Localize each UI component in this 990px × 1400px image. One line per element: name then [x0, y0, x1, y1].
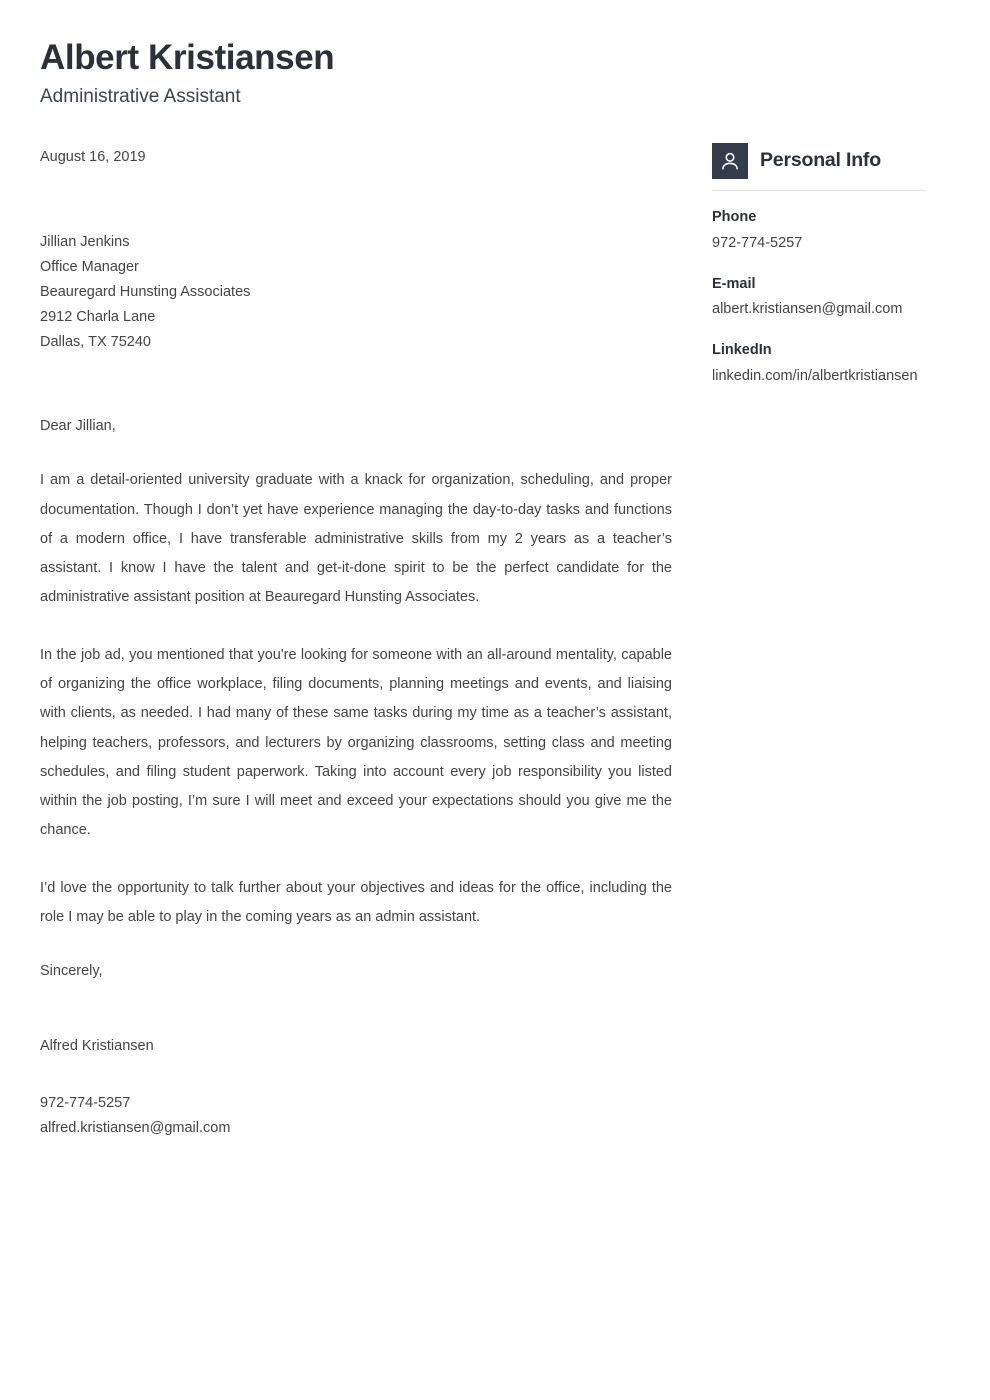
signature-email: alfred.kristiansen@gmail.com — [40, 1119, 231, 1136]
person-icon — [712, 143, 748, 179]
letter-body — [40, 146, 672, 1141]
linkedin-label: LinkedIn — [712, 342, 772, 358]
recipient-line: 2912 Charla Lane — [40, 309, 156, 326]
signature-contact-block — [40, 1091, 672, 1141]
recipient-line: Beauregard Hunsting Associates — [40, 284, 251, 301]
personal-info-list — [712, 207, 926, 388]
email-value: albert.kristiansen@gmail.com — [712, 301, 903, 318]
candidate-name: Albert Kristiansen — [40, 38, 335, 77]
body-paragraph: I’d love the opportunity to talk further about your objectives and ideas for the office, including the role I may be able to play in the coming years as an admin assistant. — [40, 879, 672, 925]
body-paragraph: I am a detail-oriented university graduate with a knack for organization, scheduling, and proper documentation. Though I don’t yet have experience managing the day-to-day tasks and functions of a modern office, I have transferable administrative skills from my 2 years as a teacher’s assistant. I know I have the talent and get-it-done spirit to be the perfect candidate for the administrative assistant position at Beauregard Hunsting Associates. — [40, 472, 672, 606]
candidate-job-title: Administrative Assistant — [40, 86, 241, 108]
letter-date: August 16, 2019 — [40, 149, 146, 165]
recipient-line: Office Manager — [40, 259, 139, 276]
signature-phone: 972-774-5257 — [40, 1094, 131, 1111]
personal-info-sidebar — [712, 143, 926, 388]
recipient-line: Dallas, TX 75240 — [40, 334, 151, 351]
recipient-line: Jillian Jenkins — [40, 234, 130, 251]
sidebar-divider — [712, 190, 926, 191]
body-paragraph: In the job ad, you mentioned that you're looking for someone with an all-around mentality, capable of organizing the office workplace, filing documents, planning meetings and events, and liaising with clients, as needed. I had many of these same tasks during my time as a teacher’s assistant, helping teachers, professors, and lecturers by organizing classrooms, setting class and meeting schedules, and filing student paperwork. Taking into account every job responsibility you listed within the job posting, I’m sure I will meet and exceed your expectations should you give me the chance. — [40, 646, 672, 839]
salutation: Dear Jillian, — [40, 418, 116, 435]
personal-info-header — [712, 143, 926, 179]
phone-value: 972-774-5257 — [712, 234, 803, 251]
personal-info-item-email — [712, 274, 926, 322]
closing-line: Sincerely, — [40, 963, 103, 980]
personal-info-title: Personal Info — [760, 149, 881, 172]
letter-header — [40, 38, 680, 109]
personal-info-item-linkedin — [712, 340, 926, 388]
email-label: E-mail — [712, 275, 756, 292]
linkedin-value[interactable]: linkedin.com/in/albertkristiansen — [712, 367, 918, 384]
recipient-address-block — [40, 230, 672, 355]
phone-label: Phone — [712, 209, 757, 225]
signature-name: Alfred Kristiansen — [40, 1038, 154, 1055]
personal-info-item-phone — [712, 207, 926, 255]
